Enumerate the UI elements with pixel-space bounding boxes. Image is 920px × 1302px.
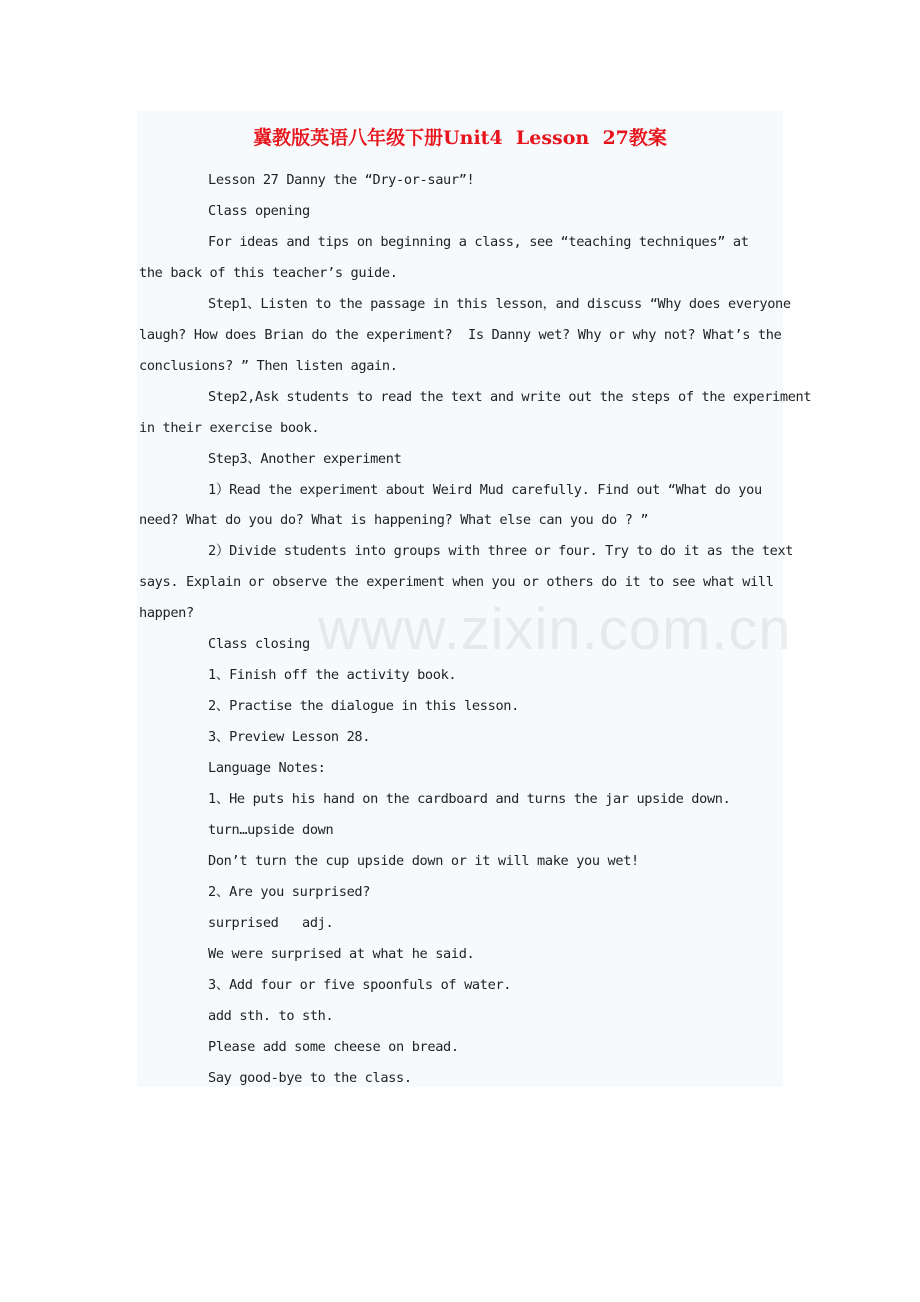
- document-line-language-notes: Language Notes:: [208, 760, 326, 776]
- document-line-p3-l1: Step2,Ask students to read the text and write out the steps of the experiment: [208, 388, 812, 405]
- document-line-p1-l2: the back of this teacher’s guide.: [139, 264, 398, 281]
- document-line-closing-3: 3、Preview Lesson 28.: [208, 729, 371, 746]
- document-line-note-1: 1、He puts his hand on the cardboard and turns the jar upside down.: [208, 791, 731, 807]
- document-line-note-2: 2、Are you surprised?: [208, 883, 371, 900]
- document-line-p2-l3: conclusions? ” Then listen again.: [139, 357, 398, 374]
- document-line-class-closing: Class closing: [208, 636, 310, 653]
- document-line-class-opening: Class opening: [208, 202, 310, 219]
- document-line-p5-l1: 1）Read the experiment about Weird Mud carefully. Find out “What do you: [208, 481, 762, 498]
- document-line-note-2-word: surprised adj.: [208, 914, 334, 931]
- document-line-note-2-example: We were surprised at what he said.: [208, 945, 475, 962]
- document-line-p6-l2: says. Explain or observe the experiment when you or others do it to see what will: [139, 574, 774, 591]
- document-line-p5-l2: need? What do you do? What is happening? What else can you do ? ”: [139, 512, 649, 529]
- document-line-note-3-phrase: add sth. to sth.: [208, 1007, 334, 1024]
- document-line-note-1-example: Don’t turn the cup upside down or it will make you wet!: [208, 852, 639, 869]
- document-line-closing-1: 1、Finish off the activity book.: [208, 667, 457, 684]
- watermark: www.zixin.com.cn: [318, 597, 792, 662]
- document-line-p6-l3: happen?: [139, 605, 194, 622]
- document-title: 冀教版英语八年级下册Unit4 Lesson 27教案: [253, 127, 667, 149]
- document-line-lesson-heading: Lesson 27 Danny the “Dry-or-saur”!: [208, 172, 475, 188]
- document-line-note-3-example: Please add some cheese on bread.: [208, 1038, 459, 1055]
- document-line-goodbye: Say good-bye to the class.: [208, 1069, 412, 1086]
- document-line-p2-l2: laugh? How does Brian do the experiment? Is Danny wet? Why or why not? What’s the: [139, 326, 782, 343]
- document-line-p4-l1: Step3、Another experiment: [208, 450, 402, 467]
- document-line-p1-l1: For ideas and tips on beginning a class, see “teaching techniques” at: [208, 233, 749, 250]
- document-line-p6-l1: 2）Divide students into groups with three or four. Try to do it as the text: [208, 543, 794, 560]
- document-line-note-1-phrase: turn…upside down: [208, 821, 334, 838]
- document-line-closing-2: 2、Practise the dialogue in this lesson.: [208, 698, 519, 715]
- document-line-p3-l2: in their exercise book.: [139, 419, 320, 436]
- document-line-p2-l1: Step1、Listen to the passage in this lesson，and discuss “Why does everyone: [208, 295, 791, 312]
- document-line-note-3: 3、Add four or five spoonfuls of water.: [208, 976, 512, 993]
